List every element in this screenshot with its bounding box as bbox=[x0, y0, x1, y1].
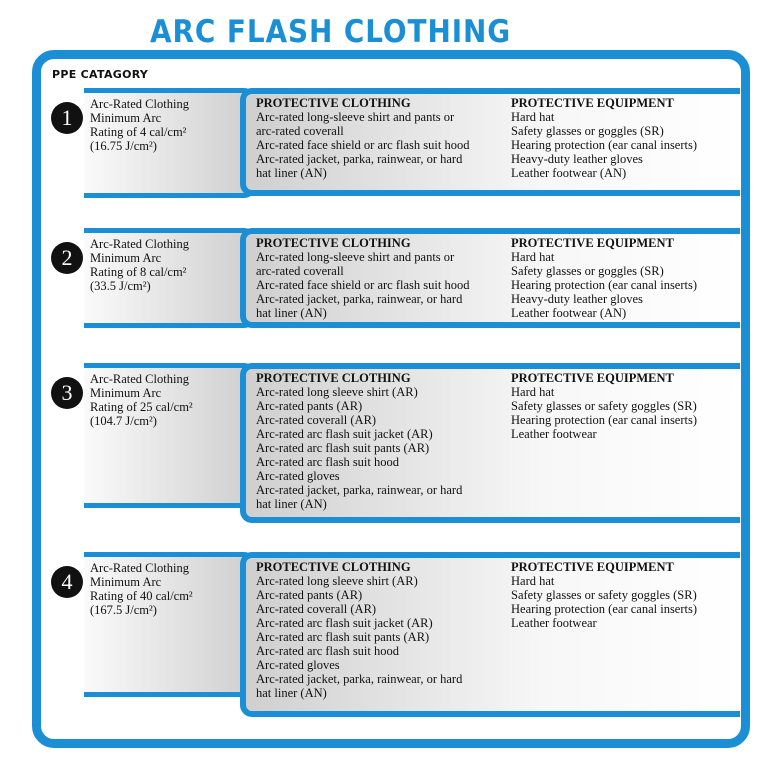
equipment-item: Safety glasses or goggles (SR) bbox=[511, 124, 664, 138]
clothing-item: Arc-rated face shield or arc flash suit hood bbox=[256, 278, 470, 292]
protective-equipment-header: PROTECTIVE EQUIPMENT bbox=[511, 96, 674, 110]
clothing-item: Arc-rated jacket, parka, rainwear, or hard bbox=[256, 483, 463, 497]
protective-clothing-list bbox=[256, 560, 506, 700]
rating-line: Arc-Rated Clothing bbox=[90, 237, 189, 251]
clothing-item: Arc-rated coverall (AR) bbox=[256, 602, 377, 616]
clothing-item: Arc-rated face shield or arc flash suit hood bbox=[256, 138, 470, 152]
equipment-item: Safety glasses or safety goggles (SR) bbox=[511, 588, 697, 602]
protective-clothing-list bbox=[256, 236, 506, 320]
rating-box bbox=[84, 363, 256, 508]
clothing-item: Arc-rated long-sleeve shirt and pants or bbox=[256, 250, 455, 264]
rating-line: Minimum Arc bbox=[90, 251, 162, 265]
rating-line: Rating of 8 cal/cm² bbox=[90, 265, 187, 279]
equipment-item: Hard hat bbox=[511, 574, 555, 588]
protective-equipment-list bbox=[511, 560, 741, 630]
protective-equipment-header: PROTECTIVE EQUIPMENT bbox=[511, 236, 674, 250]
clothing-item: Arc-rated arc flash suit hood bbox=[256, 644, 399, 658]
protective-equipment-list bbox=[511, 371, 741, 441]
clothing-item: arc-rated coverall bbox=[256, 264, 344, 278]
equipment-item: Hearing protection (ear canal inserts) bbox=[511, 413, 698, 427]
protective-clothing-list bbox=[256, 96, 506, 180]
clothing-item: hat liner (AN) bbox=[256, 166, 327, 180]
rating-box bbox=[84, 552, 256, 697]
equipment-item: Safety glasses or safety goggles (SR) bbox=[511, 399, 697, 413]
rating-line: Minimum Arc bbox=[90, 575, 162, 589]
protection-box bbox=[240, 552, 740, 717]
clothing-item: Arc-rated jacket, parka, rainwear, or hard bbox=[256, 152, 463, 166]
protective-equipment-header: PROTECTIVE EQUIPMENT bbox=[511, 371, 674, 385]
protective-equipment-list bbox=[511, 96, 741, 180]
clothing-item: arc-rated coverall bbox=[256, 124, 344, 138]
rating-line: Minimum Arc bbox=[90, 111, 162, 125]
clothing-item: Arc-rated arc flash suit jacket (AR) bbox=[256, 427, 433, 441]
rating-box bbox=[84, 88, 256, 198]
clothing-item: Arc-rated long sleeve shirt (AR) bbox=[256, 574, 418, 588]
clothing-item: Arc-rated arc flash suit pants (AR) bbox=[256, 441, 430, 455]
protection-box bbox=[240, 363, 740, 523]
protective-clothing-header: PROTECTIVE CLOTHING bbox=[256, 560, 411, 574]
clothing-item: Arc-rated gloves bbox=[256, 658, 340, 672]
equipment-item: Safety glasses or goggles (SR) bbox=[511, 264, 664, 278]
equipment-item: Leather footwear (AN) bbox=[511, 306, 627, 320]
clothing-item: Arc-rated long sleeve shirt (AR) bbox=[256, 385, 418, 399]
rating-line: Rating of 25 cal/cm² bbox=[90, 400, 193, 414]
clothing-item: hat liner (AN) bbox=[256, 306, 327, 320]
rating-text bbox=[90, 372, 193, 428]
clothing-item: Arc-rated arc flash suit jacket (AR) bbox=[256, 616, 433, 630]
category-number-badge: 3 bbox=[51, 377, 83, 409]
equipment-item: Hard hat bbox=[511, 250, 555, 264]
rating-line: (104.7 J/cm²) bbox=[90, 414, 157, 428]
equipment-item: Leather footwear bbox=[511, 616, 597, 630]
protection-box bbox=[240, 228, 740, 328]
clothing-item: Arc-rated pants (AR) bbox=[256, 399, 363, 413]
equipment-item: Hard hat bbox=[511, 385, 555, 399]
rating-line: Rating of 40 cal/cm² bbox=[90, 589, 193, 603]
protective-clothing-list bbox=[256, 371, 506, 511]
rating-line: Minimum Arc bbox=[90, 386, 162, 400]
category-number-badge: 1 bbox=[51, 102, 83, 134]
rating-box bbox=[84, 228, 256, 328]
equipment-item: Hearing protection (ear canal inserts) bbox=[511, 602, 698, 616]
equipment-item: Hearing protection (ear canal inserts) bbox=[511, 278, 698, 292]
rating-line: Rating of 4 cal/cm² bbox=[90, 125, 187, 139]
protective-clothing-header: PROTECTIVE CLOTHING bbox=[256, 236, 411, 250]
clothing-item: Arc-rated arc flash suit hood bbox=[256, 455, 399, 469]
protective-equipment-header: PROTECTIVE EQUIPMENT bbox=[511, 560, 674, 574]
rating-line: (16.75 J/cm²) bbox=[90, 139, 157, 153]
page-title: ARC FLASH CLOTHING bbox=[150, 14, 512, 50]
equipment-item: Leather footwear bbox=[511, 427, 597, 441]
protective-clothing-header: PROTECTIVE CLOTHING bbox=[256, 96, 411, 110]
equipment-item: Heavy-duty leather gloves bbox=[511, 292, 643, 306]
rating-line: (33.5 J/cm²) bbox=[90, 279, 151, 293]
category-number-badge: 4 bbox=[51, 566, 83, 598]
category-label: PPE CATAGORY bbox=[52, 68, 149, 81]
clothing-item: Arc-rated coverall (AR) bbox=[256, 413, 377, 427]
clothing-item: hat liner (AN) bbox=[256, 686, 327, 700]
equipment-item: Hearing protection (ear canal inserts) bbox=[511, 138, 698, 152]
equipment-item: Hard hat bbox=[511, 110, 555, 124]
rating-line: Arc-Rated Clothing bbox=[90, 97, 189, 111]
rating-text bbox=[90, 237, 189, 293]
clothing-item: Arc-rated pants (AR) bbox=[256, 588, 363, 602]
rating-line: Arc-Rated Clothing bbox=[90, 561, 189, 575]
protective-clothing-header: PROTECTIVE CLOTHING bbox=[256, 371, 411, 385]
clothing-item: Arc-rated long-sleeve shirt and pants or bbox=[256, 110, 455, 124]
rating-text bbox=[90, 561, 193, 617]
equipment-item: Leather footwear (AN) bbox=[511, 166, 627, 180]
clothing-item: Arc-rated jacket, parka, rainwear, or hard bbox=[256, 292, 463, 306]
protection-box bbox=[240, 88, 740, 196]
clothing-item: Arc-rated gloves bbox=[256, 469, 340, 483]
clothing-item: Arc-rated arc flash suit pants (AR) bbox=[256, 630, 430, 644]
rating-line: (167.5 J/cm²) bbox=[90, 603, 157, 617]
equipment-item: Heavy-duty leather gloves bbox=[511, 152, 643, 166]
clothing-item: hat liner (AN) bbox=[256, 497, 327, 511]
clothing-item: Arc-rated jacket, parka, rainwear, or hard bbox=[256, 672, 463, 686]
rating-line: Arc-Rated Clothing bbox=[90, 372, 189, 386]
rating-text bbox=[90, 97, 189, 153]
protective-equipment-list bbox=[511, 236, 741, 320]
category-number-badge: 2 bbox=[51, 242, 83, 274]
